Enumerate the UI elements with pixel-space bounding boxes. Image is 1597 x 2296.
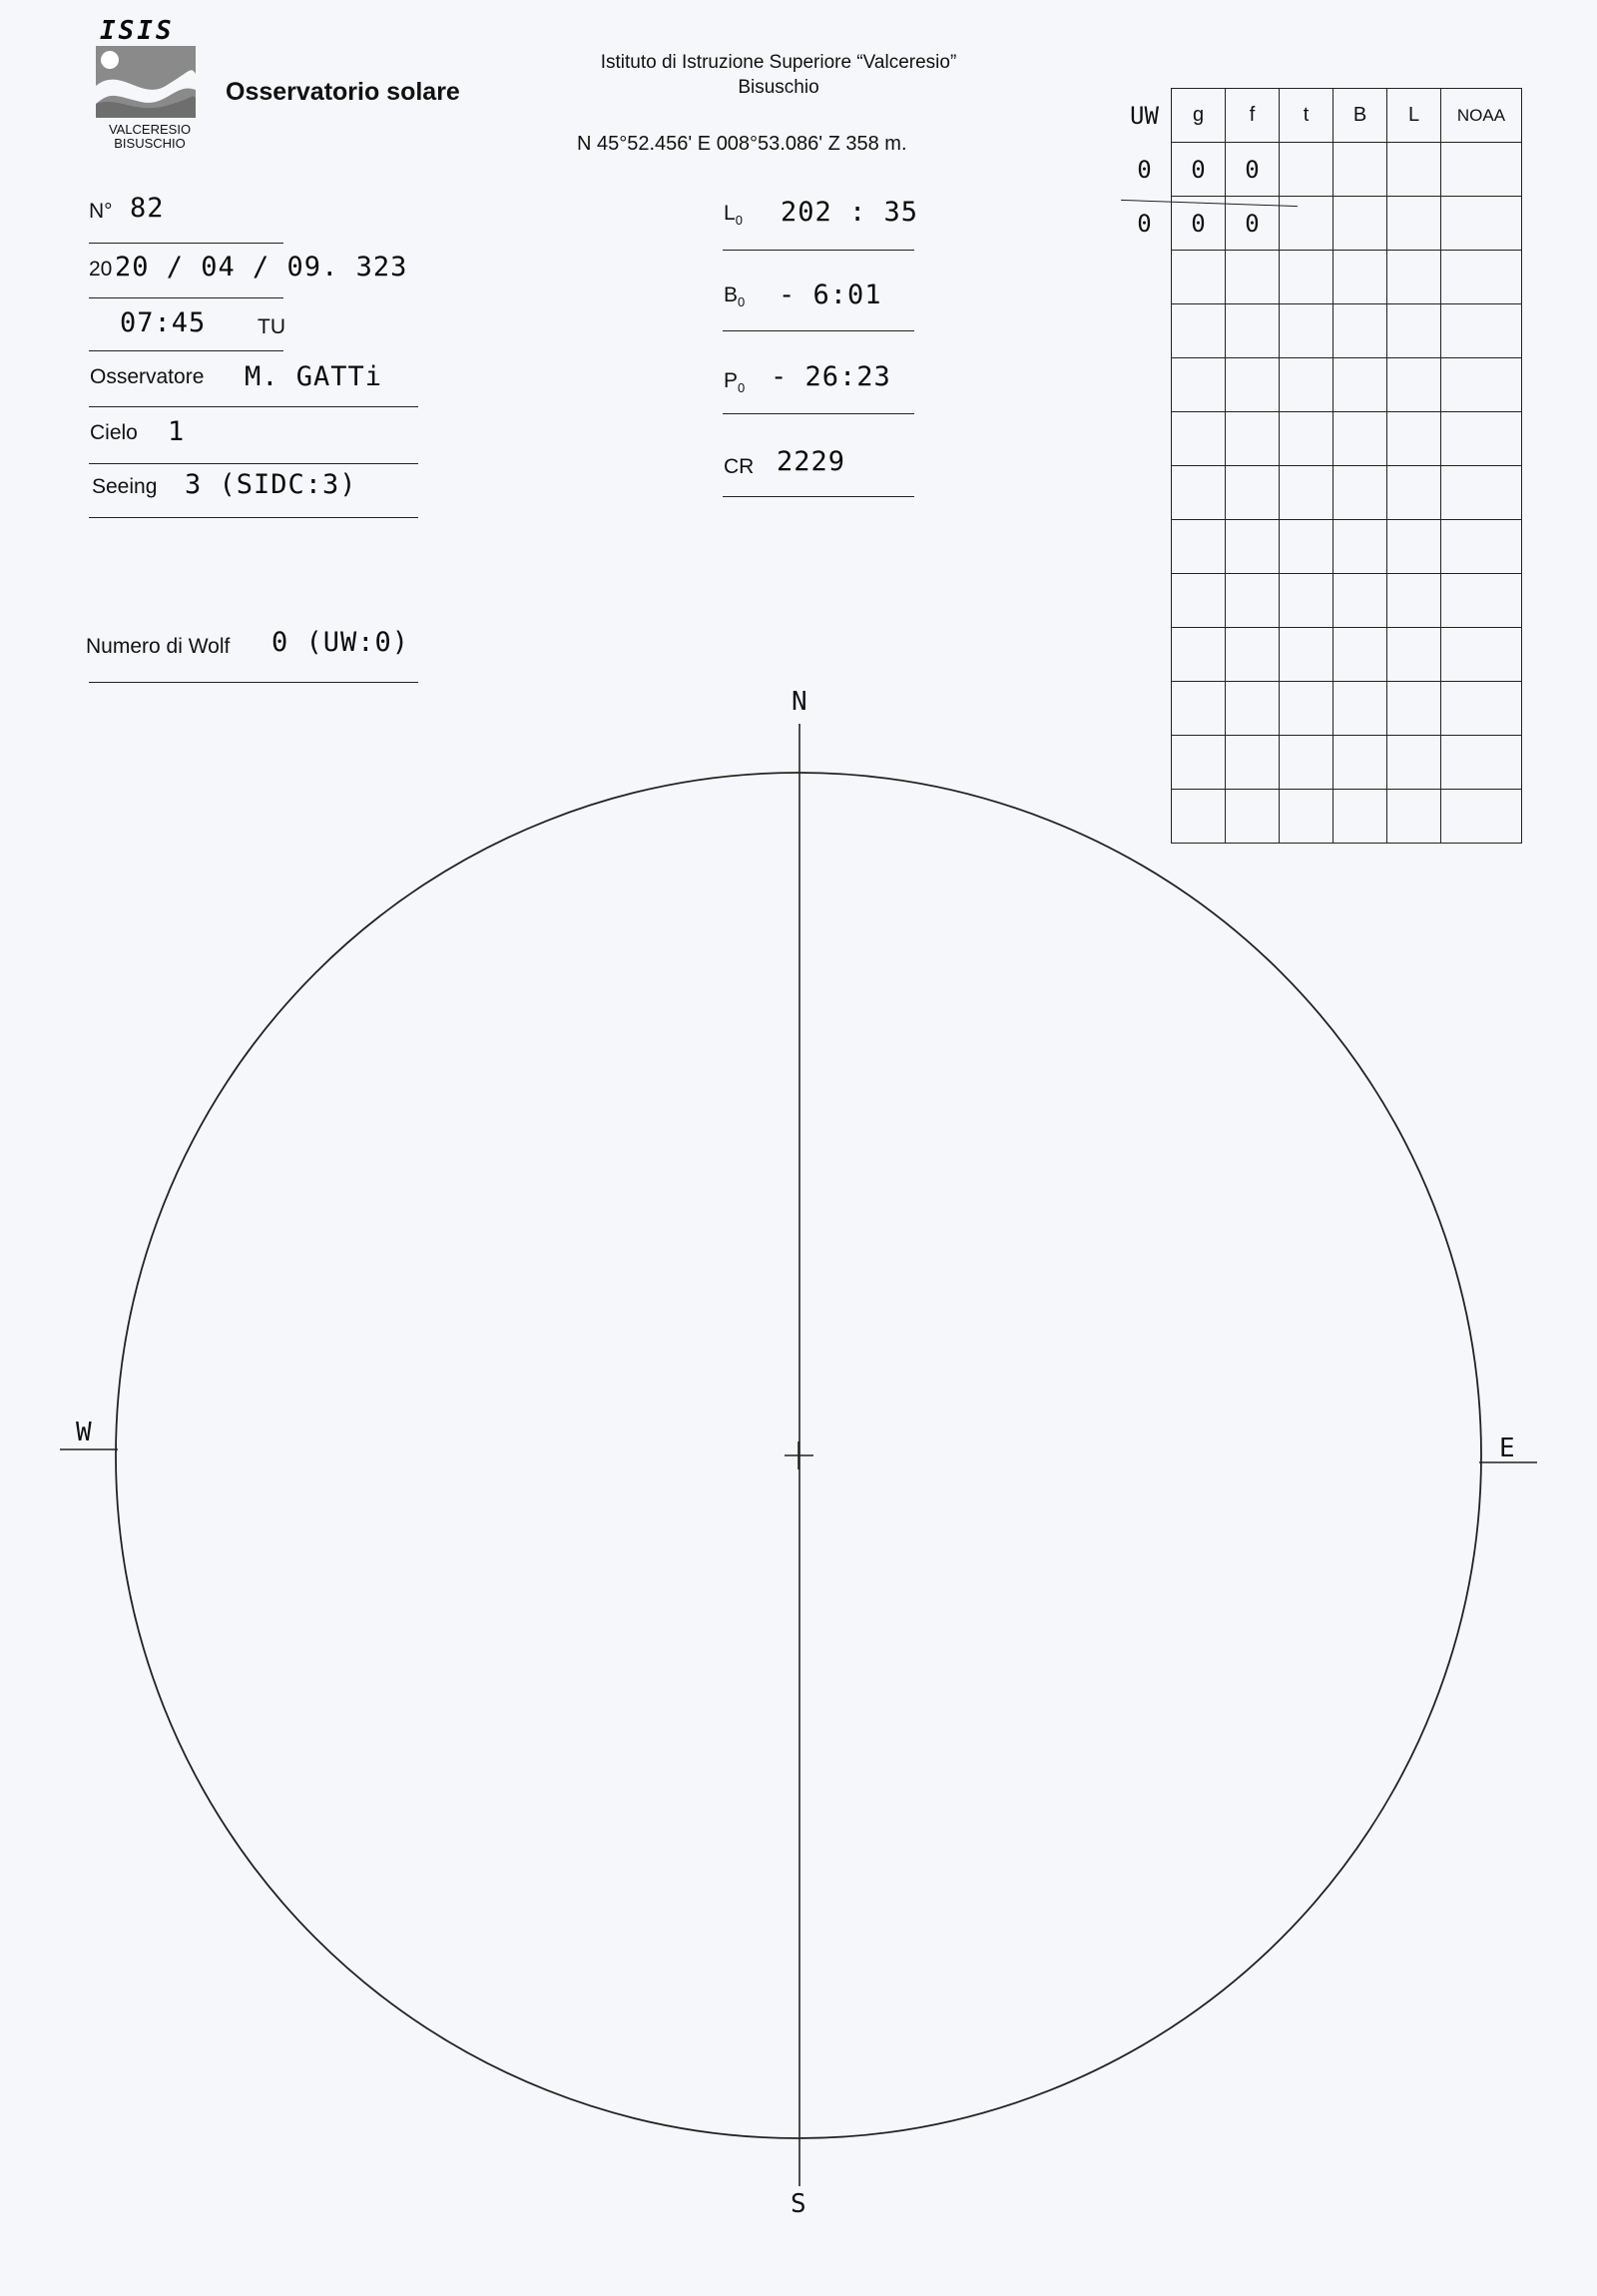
cr-value: 2229 <box>777 446 846 477</box>
sky-value: 1 <box>168 416 186 447</box>
cell-g: 0 <box>1172 197 1226 251</box>
date-prefix: 20 <box>89 258 113 281</box>
number-label: N° <box>89 200 113 223</box>
header-noaa: NOAA <box>1441 89 1522 143</box>
header-g: g <box>1172 89 1226 143</box>
observer-value: M. GATTi <box>245 361 383 392</box>
compass-west: W <box>76 1418 92 1447</box>
observatory-title: Osservatorio solare <box>226 78 460 106</box>
wolf-value: 0 (UW:0) <box>271 627 410 658</box>
seeing-label: Seeing <box>92 475 158 498</box>
cell-uw: 0 <box>1118 143 1172 197</box>
cell-f: 0 <box>1226 197 1280 251</box>
compass-east: E <box>1499 1434 1515 1463</box>
header-l: L <box>1387 89 1441 143</box>
observatory-coordinates: N 45°52.456' E 008°53.086' Z 358 m. <box>577 133 907 155</box>
number-value: 82 <box>130 193 165 224</box>
time-unit: TU <box>258 315 285 338</box>
header-f: f <box>1226 89 1280 143</box>
logo-subtitle-2: BISUSCHIO <box>114 136 186 151</box>
compass-south: S <box>791 2189 806 2219</box>
p0-label: $P_0$ <box>724 369 746 396</box>
observer-label: Osservatore <box>90 365 205 388</box>
b0-value: - 6:01 <box>779 280 882 310</box>
header-uw: UW <box>1118 89 1172 143</box>
compass-north: N <box>792 687 807 717</box>
l0-label: $L_0$ <box>724 202 743 229</box>
b0-label: $B_0$ <box>724 284 746 310</box>
l0-value: 202 : 35 <box>781 197 919 228</box>
logo-script: ISIS <box>100 16 175 46</box>
date-value: 20 / 04 / 09. 323 <box>115 252 408 283</box>
p0-value: - 26:23 <box>771 361 891 392</box>
institute-city: Bisuschio <box>738 77 819 98</box>
cell-f: 0 <box>1226 143 1280 197</box>
sky-label: Cielo <box>90 421 138 444</box>
cell-uw: 0 <box>1118 197 1172 251</box>
wolf-label: Numero di Wolf <box>86 635 231 658</box>
logo-subtitle-1: VALCERESIO <box>108 122 192 137</box>
header-t: t <box>1280 89 1333 143</box>
cr-label: CR <box>724 455 755 478</box>
seeing-value: 3 (SIDC:3) <box>185 469 357 500</box>
header-b: B <box>1333 89 1387 143</box>
institute-name: Istituto di Istruzione Superiore “Valceresio” <box>600 52 957 73</box>
time-value: 07:45 <box>120 307 207 338</box>
cell-g: 0 <box>1172 143 1226 197</box>
